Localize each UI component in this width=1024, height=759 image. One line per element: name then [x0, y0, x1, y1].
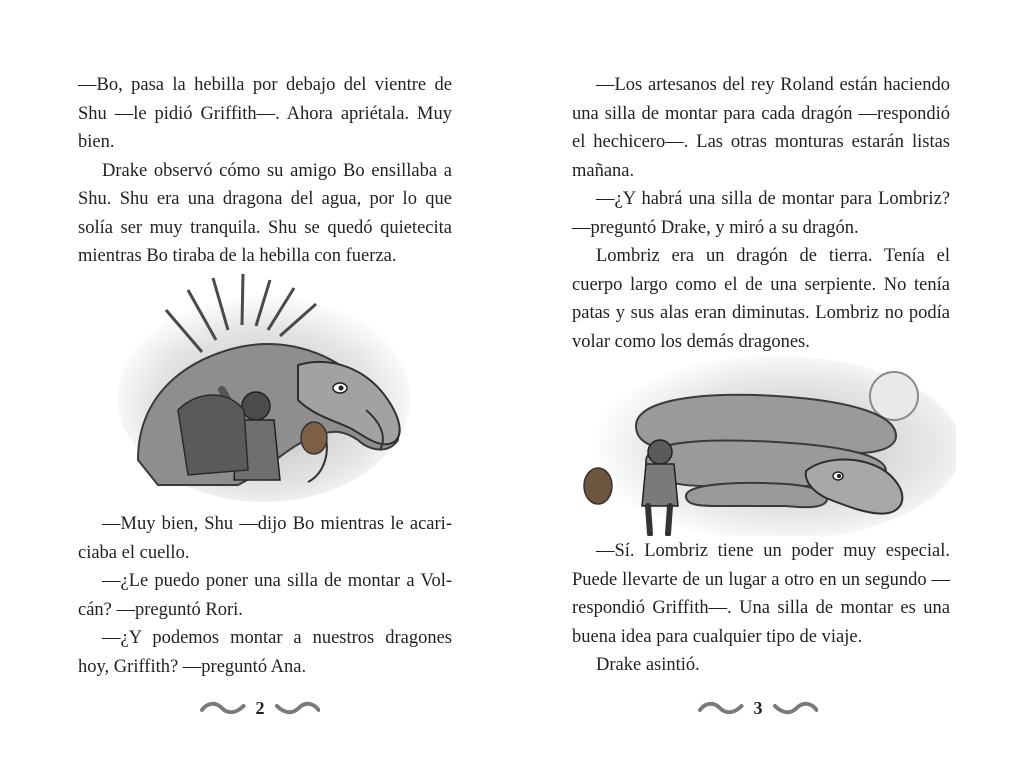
left-text-bottom: [78, 510, 452, 681]
left-text-top: [78, 71, 452, 271]
swash-ornament-icon: [273, 700, 321, 716]
wooden-bucket: [301, 422, 327, 454]
right-page: [512, 0, 1024, 759]
page-number: 3: [753, 697, 763, 718]
paragraph: Drake asintió.: [596, 655, 700, 675]
swash-ornament-icon: [698, 700, 746, 716]
paragraph: —¿Le puedo poner una silla de montar a Volcán? —preguntó Rori.: [78, 571, 452, 620]
paragraph: —Sí. Lombriz tiene un poder muy especial. Puede llevarte de un lugar a otro en un segundo —respondió Griffith—. Una silla de montar es una buena idea para cualquier tipo de viaje.: [572, 541, 950, 647]
right-text-bottom: [572, 537, 950, 680]
page-footer: [698, 696, 818, 720]
paragraph: —Bo, pasa la hebilla por debajo del vientre de Shu —le pidió Griffith—. Ahora apriétala. Muy bien.: [78, 75, 452, 152]
swash-ornament-icon: [771, 700, 819, 716]
paragraph: —¿Y podemos montar a nuestros dragones hoy, Griffith? —preguntó Ana.: [78, 628, 452, 677]
illustration-drake-and-lombriz: [576, 356, 956, 536]
swash-ornament-icon: [200, 700, 248, 716]
saddle: [178, 395, 248, 475]
paragraph: Drake observó cómo su amigo Bo ensillaba a Shu. Shu era una dragona del agua, por lo que solía ser muy tranquila. Shu se quedó quietecita mientras Bo tiraba de la hebilla con fuerza.: [78, 160, 452, 266]
round-window: [870, 372, 918, 420]
paragraph: —¿Y habrá una silla de montar para Lombriz? —preguntó Drake, y miró a su dragón.: [572, 189, 950, 238]
paragraph: Lombriz era un dragón de tierra. Tenía el cuerpo largo como el de una serpiente. No tenía patas y sus alas eran diminutas. Lombriz no podía volar como los demás dragones.: [572, 246, 950, 352]
page-number: 2: [255, 697, 265, 718]
wooden-bucket: [584, 468, 612, 504]
paragraph: —Muy bien, Shu —dijo Bo mientras le acariciaba el cuello.: [78, 514, 452, 563]
paragraph: —Los artesanos del rey Roland están haciendo una silla de montar para cada dragón —respondió el hechicero—. Las otras monturas estarán listas mañana.: [572, 75, 950, 181]
right-text-top: [572, 71, 950, 356]
page-footer: [200, 696, 320, 720]
illustration-bo-saddling-shu: [118, 270, 410, 502]
